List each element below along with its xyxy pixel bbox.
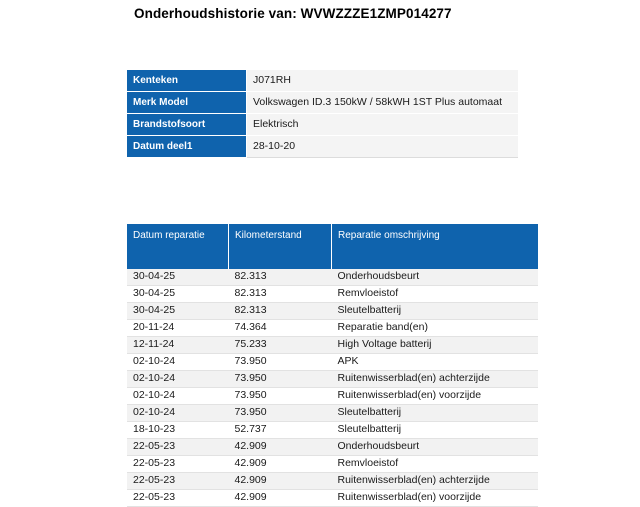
cell-km: 82.313 xyxy=(229,286,332,303)
cell-km: 73.950 xyxy=(229,405,332,422)
table-row xyxy=(127,473,538,490)
repair-history-table xyxy=(127,224,538,507)
cell-description: Onderhoudsbeurt xyxy=(332,269,539,286)
cell-description: Sleutelbatterij xyxy=(332,303,539,320)
cell-km: 52.737 xyxy=(229,422,332,439)
cell-date: 22-05-23 xyxy=(127,490,229,507)
cell-date: 02-10-24 xyxy=(127,354,229,371)
vehicle-info-body xyxy=(127,70,518,158)
table-row xyxy=(127,70,518,92)
cell-date: 20-11-24 xyxy=(127,320,229,337)
column-header-kilometerstand: Kilometerstand xyxy=(229,224,332,269)
cell-description: Remvloeistof xyxy=(332,286,539,303)
cell-description: Ruitenwisserblad(en) achterzijde xyxy=(332,371,539,388)
table-row xyxy=(127,388,538,405)
repair-history-header xyxy=(127,224,538,269)
cell-description: Ruitenwisserblad(en) voorzijde xyxy=(332,388,539,405)
table-row xyxy=(127,456,538,473)
info-value-merk-model: Volkswagen ID.3 150kW / 58kWH 1ST Plus automaat xyxy=(247,92,519,114)
cell-date: 22-05-23 xyxy=(127,439,229,456)
table-row xyxy=(127,405,538,422)
info-value-datum-deel1: 28-10-20 xyxy=(247,136,519,158)
cell-date: 30-04-25 xyxy=(127,269,229,286)
cell-km: 42.909 xyxy=(229,439,332,456)
table-row xyxy=(127,320,538,337)
cell-km: 42.909 xyxy=(229,490,332,507)
cell-date: 18-10-23 xyxy=(127,422,229,439)
table-row xyxy=(127,490,538,507)
cell-description: Sleutelbatterij xyxy=(332,405,539,422)
cell-date: 02-10-24 xyxy=(127,371,229,388)
cell-date: 22-05-23 xyxy=(127,456,229,473)
column-header-reparatie-omschrijving: Reparatie omschrijving xyxy=(332,224,539,269)
cell-km: 74.364 xyxy=(229,320,332,337)
cell-km: 42.909 xyxy=(229,473,332,490)
table-row xyxy=(127,136,518,158)
table-row xyxy=(127,269,538,286)
cell-description: Reparatie band(en) xyxy=(332,320,539,337)
table-row xyxy=(127,422,538,439)
cell-km: 82.313 xyxy=(229,303,332,320)
info-label-brandstofsoort: Brandstofsoort xyxy=(127,114,247,136)
table-row xyxy=(127,371,538,388)
cell-km: 75.233 xyxy=(229,337,332,354)
table-row xyxy=(127,286,538,303)
cell-date: 30-04-25 xyxy=(127,286,229,303)
cell-date: 02-10-24 xyxy=(127,388,229,405)
info-value-kenteken: J071RH xyxy=(247,70,519,92)
table-row xyxy=(127,114,518,136)
table-row xyxy=(127,92,518,114)
info-label-merk-model: Merk Model xyxy=(127,92,247,114)
cell-km: 42.909 xyxy=(229,456,332,473)
cell-km: 82.313 xyxy=(229,269,332,286)
cell-description: Remvloeistof xyxy=(332,456,539,473)
cell-km: 73.950 xyxy=(229,371,332,388)
cell-date: 22-05-23 xyxy=(127,473,229,490)
table-row xyxy=(127,354,538,371)
page-title: Onderhoudshistorie van: WVWZZZE1ZMP014277 xyxy=(134,6,452,21)
table-row xyxy=(127,303,538,320)
info-label-kenteken: Kenteken xyxy=(127,70,247,92)
cell-date: 30-04-25 xyxy=(127,303,229,320)
cell-description: High Voltage batterij xyxy=(332,337,539,354)
cell-description: Onderhoudsbeurt xyxy=(332,439,539,456)
cell-date: 02-10-24 xyxy=(127,405,229,422)
cell-km: 73.950 xyxy=(229,388,332,405)
cell-description: Sleutelbatterij xyxy=(332,422,539,439)
info-value-brandstofsoort: Elektrisch xyxy=(247,114,519,136)
table-row xyxy=(127,439,538,456)
repair-history-body xyxy=(127,269,538,507)
table-header-row xyxy=(127,224,538,269)
vehicle-info-table xyxy=(127,70,518,158)
column-header-datum-reparatie: Datum reparatie xyxy=(127,224,229,269)
table-row xyxy=(127,337,538,354)
cell-description: Ruitenwisserblad(en) achterzijde xyxy=(332,473,539,490)
cell-km: 73.950 xyxy=(229,354,332,371)
cell-date: 12-11-24 xyxy=(127,337,229,354)
cell-description: Ruitenwisserblad(en) voorzijde xyxy=(332,490,539,507)
cell-description: APK xyxy=(332,354,539,371)
info-label-datum-deel1: Datum deel1 xyxy=(127,136,247,158)
